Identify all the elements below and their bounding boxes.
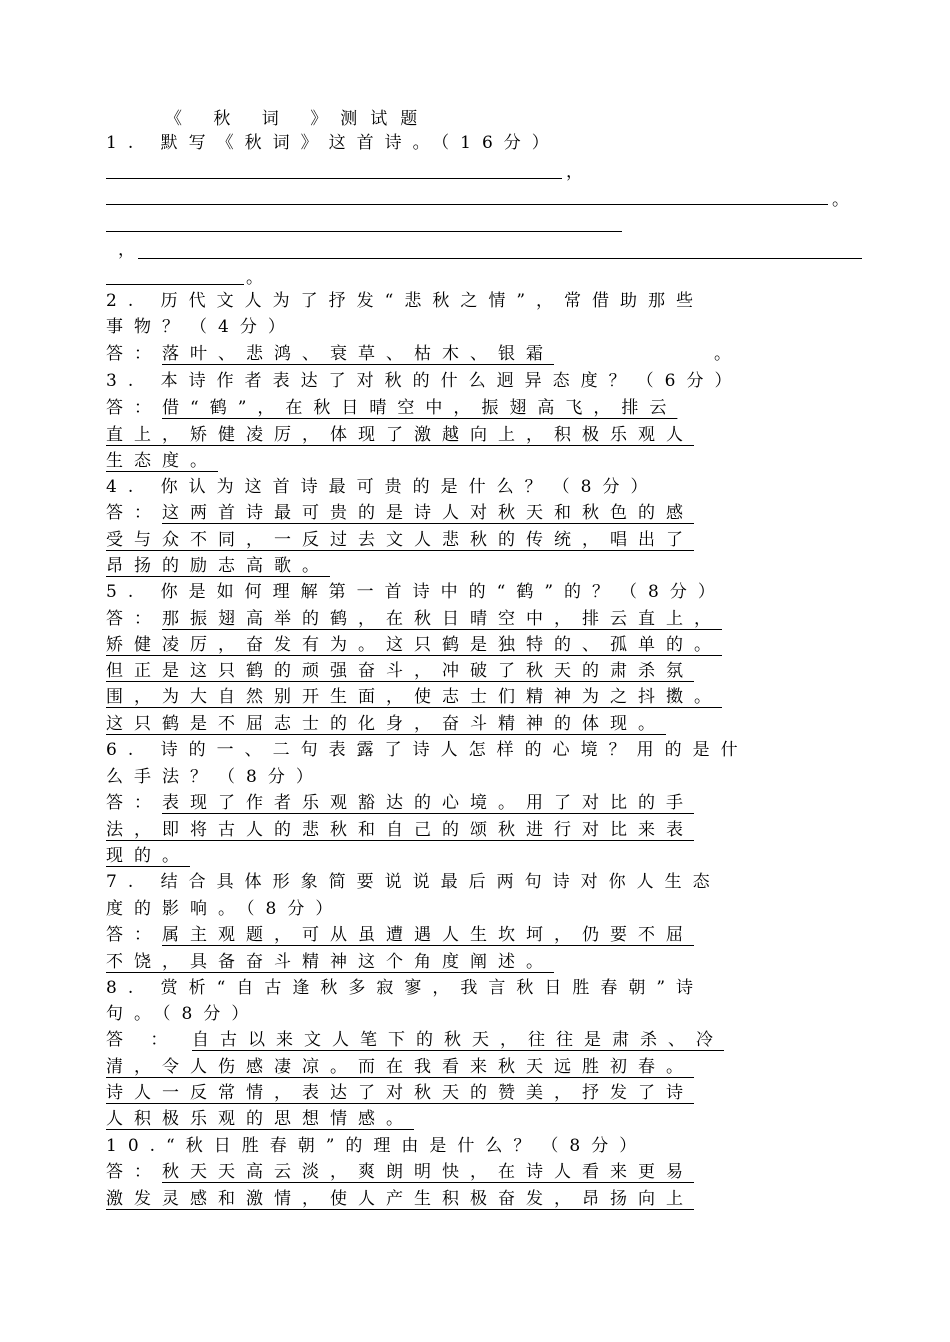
question-6-line-1: 6. 诗的一、二句表露了诗人怎样的心境？用的是什 bbox=[106, 740, 749, 760]
answer-5-line-1 bbox=[106, 606, 722, 632]
answer-5-line-2: 矫健凌厉，奋发有为。这只鹤是独特的、孤单的。 bbox=[106, 635, 722, 655]
answer-line-1-comma: ， bbox=[566, 162, 583, 182]
answer-7-line-2: 不饶，具备奋斗精神这个角度阐述。 bbox=[106, 952, 554, 972]
answer-7-label: 答： bbox=[106, 925, 162, 945]
answer-5-text-1: 那振翅高举的鹤，在秋日晴空中，排云直上， bbox=[162, 609, 722, 629]
answer-line-5[interactable] bbox=[106, 284, 244, 285]
answer-2 bbox=[106, 341, 742, 367]
answer-line-1[interactable] bbox=[106, 178, 562, 179]
answer-4-line-1 bbox=[106, 500, 694, 526]
question-4: 4. 你认为这首诗最可贵的是什么？（8分） bbox=[106, 477, 659, 497]
answer-5-line-5: 这只鹤是不屈志士的化身，奋斗精神的体现。 bbox=[106, 714, 666, 734]
answer-3-line-3: 生态度。 bbox=[106, 451, 218, 471]
answer-5-line-3: 但正是这只鹤的顽强奋斗，冲破了秋天的肃杀氛 bbox=[106, 661, 694, 681]
question-10: 10.“秋日胜春朝”的理由是什么？（8分） bbox=[106, 1136, 648, 1156]
answer-3-line-1 bbox=[106, 395, 677, 421]
answer-6-line-2: 法，即将古人的悲秋和自己的颂秋进行对比来表 bbox=[106, 820, 694, 840]
answer-4-text-1: 这两首诗最可贵的是诗人对秋天和秋色的感 bbox=[162, 503, 694, 523]
answer-8-line-4: 人积极乐观的思想情感。 bbox=[106, 1109, 414, 1129]
question-8-line-2: 句。（8分） bbox=[106, 1004, 260, 1024]
answer-4-line-2: 受与众不同，一反过去文人悲秋的传统，唱出了 bbox=[106, 530, 694, 550]
answer-3-text-1: 借“鹤”，在秋日晴空中，振翅高飞，排云 bbox=[162, 398, 678, 418]
answer-8-text-1: 自古以来文人笔下的秋天，往往是肃杀、冷 bbox=[192, 1030, 724, 1050]
answer-5-label: 答： bbox=[106, 609, 162, 629]
answer-line-3[interactable] bbox=[106, 231, 622, 232]
question-8-line-1: 8. 赏析“自古逢秋多寂寥，我言秋日胜春朝”诗 bbox=[106, 978, 705, 998]
question-7-line-2: 度的影响。（8分） bbox=[106, 899, 344, 919]
question-1: 1. 默写《秋词》这首诗。（16分） bbox=[106, 133, 560, 153]
answer-4-line-3: 昂扬的励志高歌。 bbox=[106, 556, 330, 576]
answer-2-label: 答： bbox=[106, 344, 162, 364]
answer-8-line-2: 清，令人伤感凄凉。而在我看来秋天远胜初春。 bbox=[106, 1057, 694, 1077]
answer-2-text: 落叶、悲鸿、衰草、枯木、银霜 bbox=[162, 344, 554, 364]
answer-6-label: 答： bbox=[106, 793, 162, 813]
question-2-line-2: 事物？（4分） bbox=[106, 317, 296, 337]
answer-2-end: 。 bbox=[714, 344, 742, 364]
answer-8-label: 答 ： bbox=[106, 1030, 179, 1050]
answer-line-2[interactable] bbox=[106, 204, 828, 205]
answer-6-line-3: 现的。 bbox=[106, 846, 190, 866]
page-title: 《 秋 词 》测试题 bbox=[165, 109, 431, 129]
question-6-line-2: 么手法？（8分） bbox=[106, 767, 324, 787]
answer-8-line-3: 诗人一反常情，表达了对秋天的赞美，抒发了诗 bbox=[106, 1083, 694, 1103]
answer-7-text-1: 属主观题，可从虽遭遇人生坎坷，仍要不屈 bbox=[162, 925, 694, 945]
answer-7-line-1 bbox=[106, 922, 694, 948]
answer-line-4-comma: ， bbox=[118, 240, 135, 260]
answer-5-line-4: 围，为大自然别开生面，使志士们精神为之抖擞。 bbox=[106, 687, 722, 707]
answer-line-2-period: 。 bbox=[832, 190, 849, 210]
question-2-line-1: 2. 历代文人为了抒发“悲秋之情”，常借助那些 bbox=[106, 291, 705, 311]
answer-line-5-period: 。 bbox=[246, 268, 263, 288]
answer-10-line-2: 激发灵感和激情，使人产生积极奋发，昂扬向上 bbox=[106, 1189, 694, 1209]
answer-10-label: 答： bbox=[106, 1162, 162, 1182]
answer-8-line-1 bbox=[106, 1027, 724, 1053]
answer-10-text-1: 秋天天高云淡，爽朗明快，在诗人看来更易 bbox=[162, 1162, 694, 1182]
question-3: 3. 本诗作者表达了对秋的什么迥异态度？（6分） bbox=[106, 371, 743, 391]
answer-line-4[interactable] bbox=[138, 258, 862, 259]
answer-6-text-1: 表现了作者乐观豁达的心境。用了对比的手 bbox=[162, 793, 694, 813]
answer-3-label: 答： bbox=[106, 398, 162, 418]
answer-10-line-1 bbox=[106, 1159, 694, 1185]
answer-3-line-2: 直上，矫健凌厉，体现了激越向上，积极乐观人 bbox=[106, 425, 694, 445]
question-5: 5. 你是如何理解第一首诗中的“鹤”的？（8分） bbox=[106, 582, 726, 602]
answer-4-label: 答： bbox=[106, 503, 162, 523]
answer-6-line-1 bbox=[106, 790, 694, 816]
question-7-line-1: 7. 结合具体形象简要说说最后两句诗对你人生态 bbox=[106, 872, 721, 892]
